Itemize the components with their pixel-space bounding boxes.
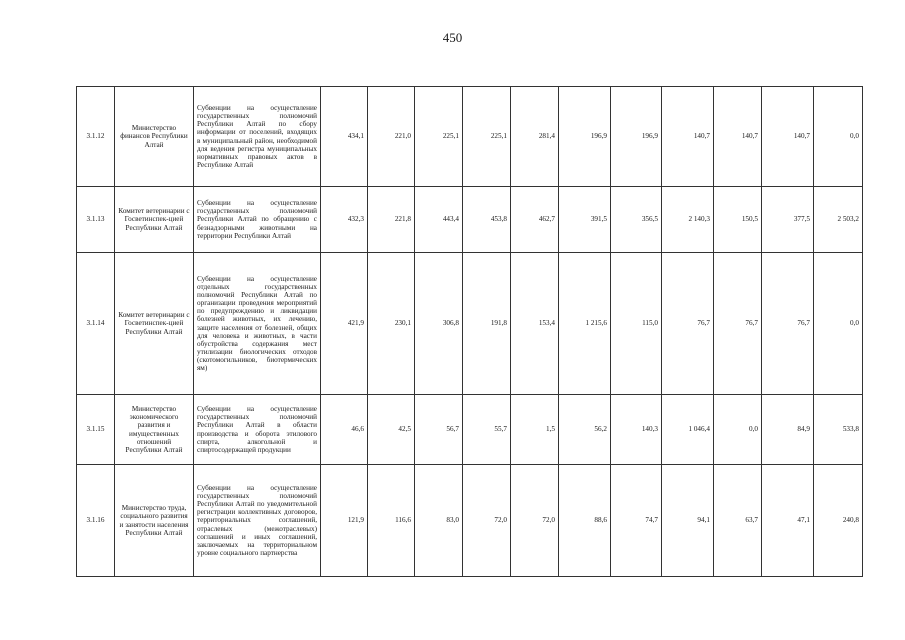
row-code: 3.1.16	[77, 465, 115, 577]
row-value: 230,1	[368, 253, 415, 395]
row-value: 140,3	[611, 395, 662, 465]
row-value: 1 215,6	[559, 253, 611, 395]
row-value: 377,5	[762, 187, 814, 253]
row-value: 56,7	[415, 395, 463, 465]
row-value: 453,8	[463, 187, 511, 253]
table-row	[77, 187, 863, 253]
row-value: 221,8	[368, 187, 415, 253]
row-value: 72,0	[511, 465, 559, 577]
row-value: 115,0	[611, 253, 662, 395]
row-value: 76,7	[662, 253, 714, 395]
row-organization: Министерство труда, социального развития и занятости населения Республики Алтай	[115, 465, 194, 577]
table-row	[77, 465, 863, 577]
row-value: 2 503,2	[814, 187, 863, 253]
row-organization: Комитет ветеринарии с Госветинспек-цией Республики Алтай	[115, 187, 194, 253]
row-value: 191,8	[463, 253, 511, 395]
row-value: 1 046,4	[662, 395, 714, 465]
row-value: 63,7	[714, 465, 762, 577]
row-value: 55,7	[463, 395, 511, 465]
row-organization: Министерство финансов Республики Алтай	[115, 87, 194, 187]
row-value: 56,2	[559, 395, 611, 465]
row-value: 225,1	[463, 87, 511, 187]
row-value: 121,9	[321, 465, 368, 577]
row-description: Субвенции на осуществление государственных полномочий Республики Алтай по обращению с безнадзорными животными на территории Республики Алтай	[194, 187, 321, 253]
row-value: 225,1	[415, 87, 463, 187]
row-code: 3.1.14	[77, 253, 115, 395]
row-value: 240,8	[814, 465, 863, 577]
row-value: 0,0	[814, 87, 863, 187]
row-value: 72,0	[463, 465, 511, 577]
row-value: 0,0	[814, 253, 863, 395]
row-value: 46,6	[321, 395, 368, 465]
row-value: 94,1	[662, 465, 714, 577]
row-description: Субвенции на осуществление государственных полномочий Республики Алтай по уведомительной регистрации коллективных договоров, территориальных соглашений, отраслевых (межотраслевых) соглашений и иных соглашений, заключаемых на территориальном уровне социального партнерства	[194, 465, 321, 577]
row-code: 3.1.12	[77, 87, 115, 187]
row-value: 74,7	[611, 465, 662, 577]
row-value: 76,7	[762, 253, 814, 395]
row-value: 432,3	[321, 187, 368, 253]
row-value: 356,5	[611, 187, 662, 253]
row-value: 88,6	[559, 465, 611, 577]
table-row	[77, 87, 863, 187]
row-value: 196,9	[559, 87, 611, 187]
row-organization: Комитет ветеринарии с Госветинспек-цией Республики Алтай	[115, 253, 194, 395]
row-value: 153,4	[511, 253, 559, 395]
row-value: 83,0	[415, 465, 463, 577]
row-value: 42,5	[368, 395, 415, 465]
row-value: 306,8	[415, 253, 463, 395]
row-description: Субвенции на осуществление государственных полномочий Республики Алтай в области производства и оборота этилового спирта, алкогольной и спиртосодержащей продукции	[194, 395, 321, 465]
row-value: 116,6	[368, 465, 415, 577]
page-number: 450	[442, 30, 463, 45]
row-value: 443,4	[415, 187, 463, 253]
table-row	[77, 253, 863, 395]
row-value: 140,7	[662, 87, 714, 187]
row-value: 140,7	[762, 87, 814, 187]
row-code: 3.1.15	[77, 395, 115, 465]
row-value: 84,9	[762, 395, 814, 465]
row-value: 196,9	[611, 87, 662, 187]
row-value: 2 140,3	[662, 187, 714, 253]
row-value: 0,0	[714, 395, 762, 465]
row-value: 462,7	[511, 187, 559, 253]
table-row	[77, 395, 863, 465]
row-description: Субвенции на осуществление государственных полномочий Республики Алтай по сбору информации от поселений, входящих в муниципальный район, необходимой для ведения регистра муниципальных нормативных правовых актов в Республике Алтай	[194, 87, 321, 187]
row-value: 1,5	[511, 395, 559, 465]
row-value: 47,1	[762, 465, 814, 577]
row-value: 76,7	[714, 253, 762, 395]
row-value: 533,8	[814, 395, 863, 465]
row-value: 391,5	[559, 187, 611, 253]
row-value: 421,9	[321, 253, 368, 395]
row-value: 434,1	[321, 87, 368, 187]
row-value: 150,5	[714, 187, 762, 253]
subventions-table	[76, 86, 863, 577]
row-value: 140,7	[714, 87, 762, 187]
table-body	[77, 87, 863, 577]
row-description: Субвенции на осуществление отдельных государственных полномочий Республики Алтай по организации проведения мероприятий по предупреждению и ликвидации болезней животных, их лечению, защите населения от болезней, общих для человека и животных, в части обустройства содержания мест утилизации биологических отходов (скотомогильников, биотермических ям)	[194, 253, 321, 395]
row-value: 281,4	[511, 87, 559, 187]
row-code: 3.1.13	[77, 187, 115, 253]
row-value: 221,0	[368, 87, 415, 187]
row-organization: Министерство экономического развития и имущественных отношений Республики Алтай	[115, 395, 194, 465]
